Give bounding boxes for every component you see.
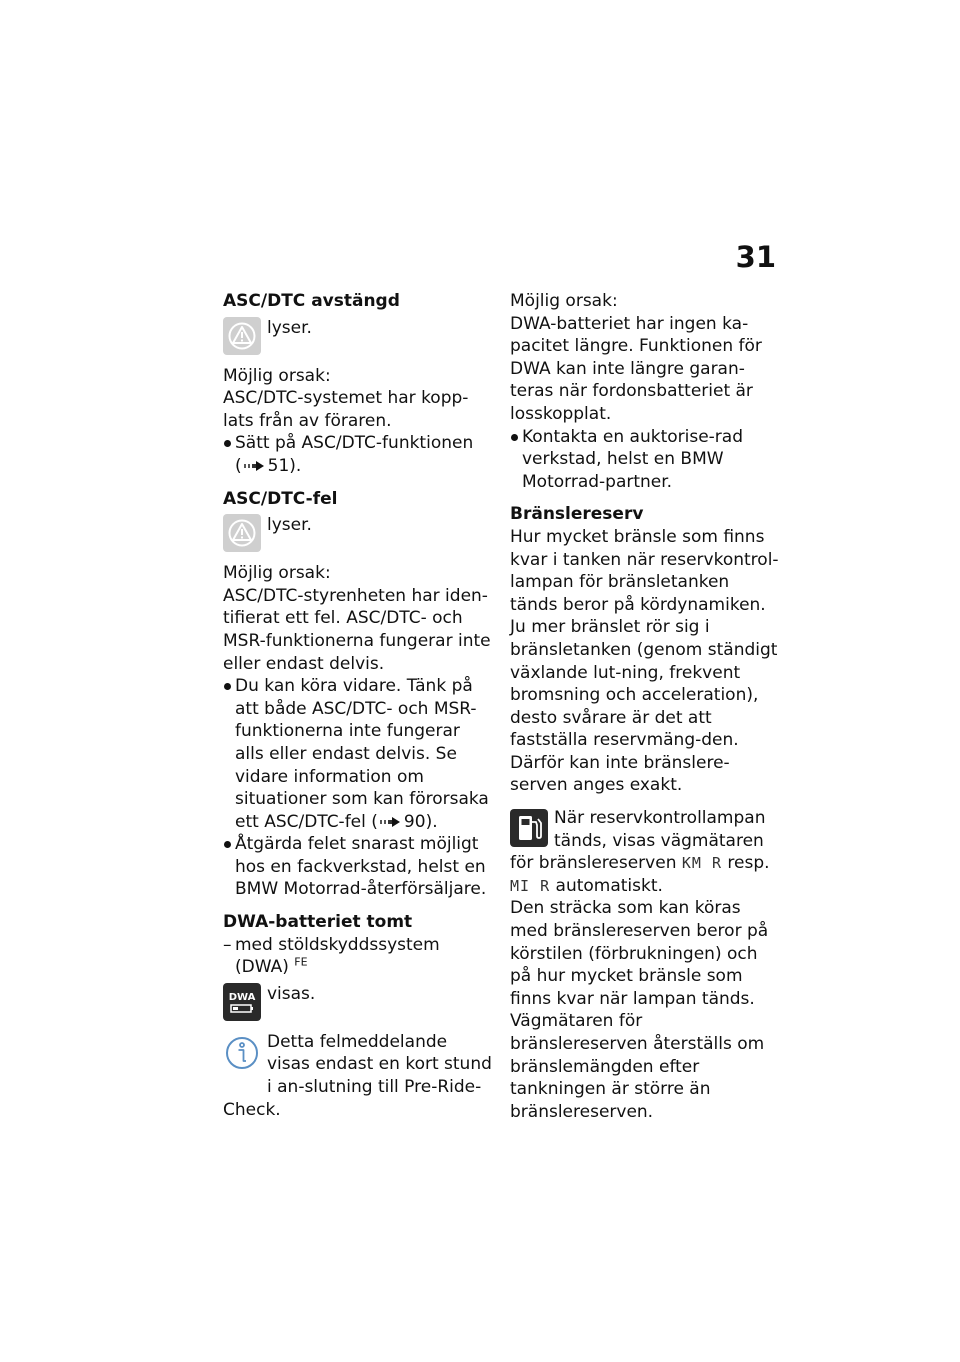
left-column (223, 290, 493, 1121)
asc-off-bullet-text: Sätt på ASC/DTC-funktionen (235, 433, 474, 454)
dwa-cause-label: Möjlig orsak: (510, 291, 618, 311)
fuel-icon-text-c: automatiskt. (555, 875, 663, 896)
fuel-icon-text-b: resp. (727, 853, 770, 874)
section-asc-fault (223, 488, 493, 902)
page-reference-arrow-icon (380, 816, 402, 828)
section-asc-off (223, 290, 493, 478)
dwa-info-text: Detta felmeddelande visas endast en kort stund i an-slutning till Pre-Ride-Check. (223, 1031, 492, 1120)
fuel-para-3: Vägmätaren för bränslereserven återställs om bränslemängden efter tankningen är större än bränslereserven. (510, 1011, 765, 1122)
page-reference-arrow-icon (244, 460, 266, 472)
asc-fault-ref-open: ( (371, 811, 378, 832)
asc-off-bullet (223, 432, 493, 477)
asc-warning-triangle-icon (223, 514, 261, 552)
asc-fault-bullet-2 (223, 833, 493, 901)
asc-off-heading: ASC/DTC avstängd (223, 291, 400, 311)
dwa-heading: DWA-batteriet tomt (223, 912, 413, 933)
asc-fault-heading: ASC/DTC-fel (223, 488, 338, 509)
asc-fault-cause-label: Möjlig orsak: (223, 563, 331, 584)
fuel-indicator-paragraph (510, 807, 782, 897)
page-number: 31 (735, 240, 776, 274)
asc-warning-triangle-icon (223, 317, 261, 355)
info-icon (223, 1033, 261, 1080)
dwa-indicator-row (223, 983, 493, 1021)
dwa-indicator-text: visas. (267, 983, 316, 1004)
fuel-pump-icon (510, 809, 548, 847)
asc-fault-cause-text: ASC/DTC-styrenheten har iden-tifierat ett fel. ASC/DTC- och MSR-funktionerna fungerar inte eller endast delvis. (223, 585, 491, 674)
dwa-battery-icon (223, 983, 261, 1021)
asc-fault-bullet-1 (223, 675, 493, 833)
asc-fault-bullet-2-text: Åtgärda felet snarast möjligt hos en fackverkstad, helst en BMW Motorrad-återförsäljare. (235, 834, 487, 900)
dwa-cause-bullet (510, 426, 782, 494)
fuel-heading: Bränslereserv (510, 504, 644, 525)
svg-text:DWA: DWA (228, 991, 256, 1003)
asc-off-cause-text: ASC/DTC-systemet har kopp-lats från av föraren. (223, 388, 469, 431)
fuel-icon-text-a: När reservkontrollampan tänds, visas vägmätaren för bränslereserven (510, 808, 766, 874)
section-dwa-battery (223, 911, 493, 1121)
display-km-reserve: KM R (681, 854, 722, 873)
fuel-para-2: Den sträcka som kan köras med bränslereserven beror på körstilen (förbrukningen) och på hur mycket bränsle som finns kvar när lampan tänds. (510, 898, 769, 1009)
asc-fault-ref-page[interactable]: 90 (403, 811, 426, 832)
display-mi-reserve: MI R (510, 876, 551, 895)
asc-off-ref-close: ). (289, 455, 302, 476)
dwa-cause-bullet-text: Kontakta en auktorise-rad verkstad, helst en BMW Motorrad-partner. (522, 426, 743, 492)
dwa-info-note (223, 1031, 493, 1121)
section-fuel-reserve (510, 503, 782, 1123)
dash-mark: – (223, 934, 232, 955)
dwa-variant-sup: FE (294, 955, 308, 969)
asc-off-indicator-text: lyser. (267, 317, 312, 338)
dwa-cause-text: DWA-batteriet har ingen ka-pacitet längre. Funktionen för DWA kan inte längre garan-teras när fordonsbatteriet är losskopplat. (510, 313, 762, 424)
right-column (510, 290, 782, 1123)
asc-fault-indicator-text: lyser. (267, 515, 312, 536)
asc-off-ref-open: ( (235, 455, 242, 476)
asc-fault-bullet-1-text: Du kan köra vidare. Tänk på att både ASC/DTC- och MSR-funktionerna inte fungerar alls eller endast delvis. Se vidare information om situationer som kan förorsaka ett ASC/DTC-fel (235, 676, 489, 832)
asc-fault-indicator-row (223, 514, 493, 552)
asc-off-indicator-row (223, 317, 493, 355)
section-dwa-cause (510, 290, 782, 493)
dwa-variant-text: med stöldskyddssystem (DWA) (235, 934, 440, 978)
asc-off-ref-page[interactable]: 51 (267, 455, 290, 476)
asc-off-cause-label: Möjlig orsak: (223, 365, 331, 386)
asc-fault-ref-close: ). (425, 811, 438, 832)
fuel-para-1: Hur mycket bränsle som finns kvar i tanken när reservkontrol-lampan för bränsletanken tänds beror på kördynamiken. Ju mer bränslet rör sig i bränsletanken (genom ständigt växlande lut-ning, frekvent bromsning och acceleration), desto svårare är det att fastställa reservmäng-den. Därför kan inte bränslere-serven anges exakt. (510, 526, 779, 796)
dwa-variant-line (223, 934, 493, 979)
